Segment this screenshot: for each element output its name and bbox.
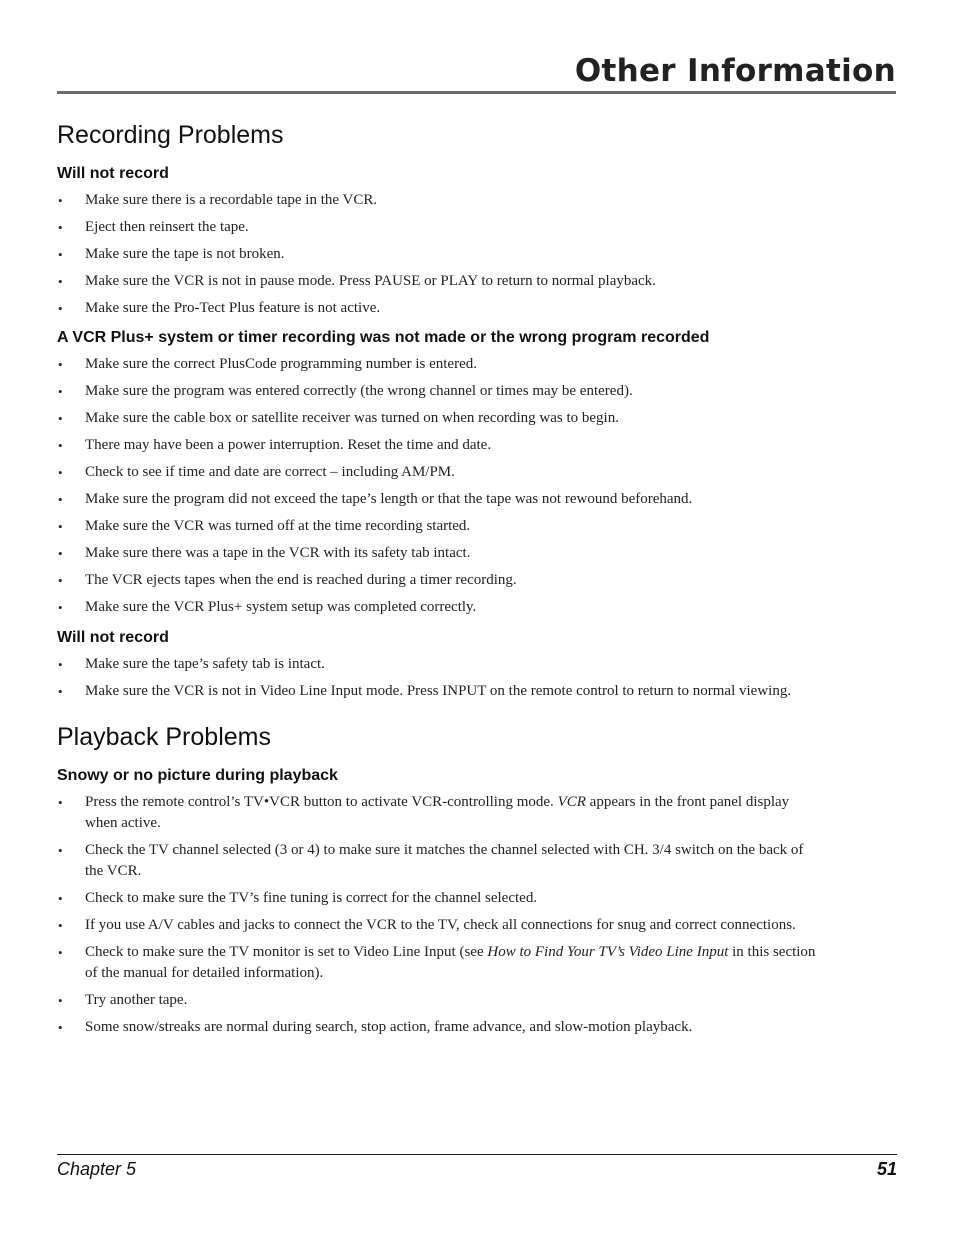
list-item: • Make sure there was a tape in the VCR with its safety tab intact. xyxy=(57,543,817,564)
emphasis-text: How to Find Your TV’s Video Line Input xyxy=(487,944,729,960)
header-rule xyxy=(57,91,896,94)
bullet-list-will-not-record-2 xyxy=(57,654,817,702)
page-number: 51 xyxy=(876,1159,897,1179)
subheading-will-not-record-2: Will not record xyxy=(57,629,169,646)
chapter-label: Chapter 5 xyxy=(57,1159,137,1179)
list-item: • Make sure the VCR Plus+ system setup was completed correctly. xyxy=(57,597,817,618)
list-item: • Make sure the VCR is not in pause mode. Press PAUSE or PLAY to return to normal playback. xyxy=(57,271,817,292)
bullet-list-timer-recording xyxy=(57,354,817,618)
list-item: • Make sure the VCR was turned off at the time recording started. xyxy=(57,516,817,537)
list-item: • Eject then reinsert the tape. xyxy=(57,217,817,238)
list-item: • Make sure the program was entered correctly (the wrong channel or times may be entered). xyxy=(57,381,817,402)
bullet-list-will-not-record xyxy=(57,190,817,319)
emphasis-text: VCR xyxy=(557,794,586,810)
list-item: • Make sure the Pro-Tect Plus feature is not active. xyxy=(57,298,817,319)
footer-rule xyxy=(57,1154,897,1155)
section-heading-playback: Playback Problems xyxy=(57,723,271,751)
section-heading-recording: Recording Problems xyxy=(57,121,284,149)
list-item-text: appears in the front panel display when active. xyxy=(85,794,790,831)
list-item: • The VCR ejects tapes when the end is reached during a timer recording. xyxy=(57,570,817,591)
main-content xyxy=(57,118,817,1038)
bullet-list-snowy-picture xyxy=(57,792,817,1038)
list-item: • Make sure the cable box or satellite receiver was turned on when recording was to begin. xyxy=(57,408,817,429)
list-item: • Make sure the correct PlusCode programming number is entered. xyxy=(57,354,817,375)
list-item xyxy=(57,792,817,834)
list-item: • Make sure there is a recordable tape in the VCR. xyxy=(57,190,817,211)
list-item: • If you use A/V cables and jacks to connect the VCR to the TV, check all connections for snug and correct connections. xyxy=(57,915,817,936)
list-item-text: Press the remote control’s TV•VCR button to activate VCR-controlling mode. xyxy=(85,794,558,810)
list-item: • Make sure the tape’s safety tab is intact. xyxy=(57,654,817,675)
list-item: • Make sure the VCR is not in Video Line Input mode. Press INPUT on the remote control to return to normal viewing. xyxy=(57,681,817,702)
page-header xyxy=(57,52,896,90)
list-item-text: in this section of the manual for detailed information). xyxy=(85,944,816,981)
subheading-snowy-picture: Snowy or no picture during playback xyxy=(57,767,338,784)
list-item xyxy=(57,942,817,984)
list-item: • Some snow/streaks are normal during search, stop action, frame advance, and slow-motion playback. xyxy=(57,1017,817,1038)
list-item: • Check the TV channel selected (3 or 4) to make sure it matches the channel selected with CH. 3/4 switch on the back of the VCR. xyxy=(57,840,817,882)
subheading-will-not-record: Will not record xyxy=(57,165,169,182)
subheading-timer-recording: A VCR Plus+ system or timer recording was not made or the wrong program recorded xyxy=(57,329,710,346)
list-item: • Make sure the program did not exceed the tape’s length or that the tape was not rewound beforehand. xyxy=(57,489,817,510)
page-title: Other Information xyxy=(574,53,896,89)
list-item: • Check to see if time and date are correct – including AM/PM. xyxy=(57,462,817,483)
list-item: • There may have been a power interruption. Reset the time and date. xyxy=(57,435,817,456)
list-item: • Make sure the tape is not broken. xyxy=(57,244,817,265)
list-item: • Check to make sure the TV’s fine tuning is correct for the channel selected. xyxy=(57,888,817,909)
list-item: • Try another tape. xyxy=(57,990,817,1011)
list-item-text: Check to make sure the TV monitor is set to Video Line Input (see xyxy=(85,944,488,960)
